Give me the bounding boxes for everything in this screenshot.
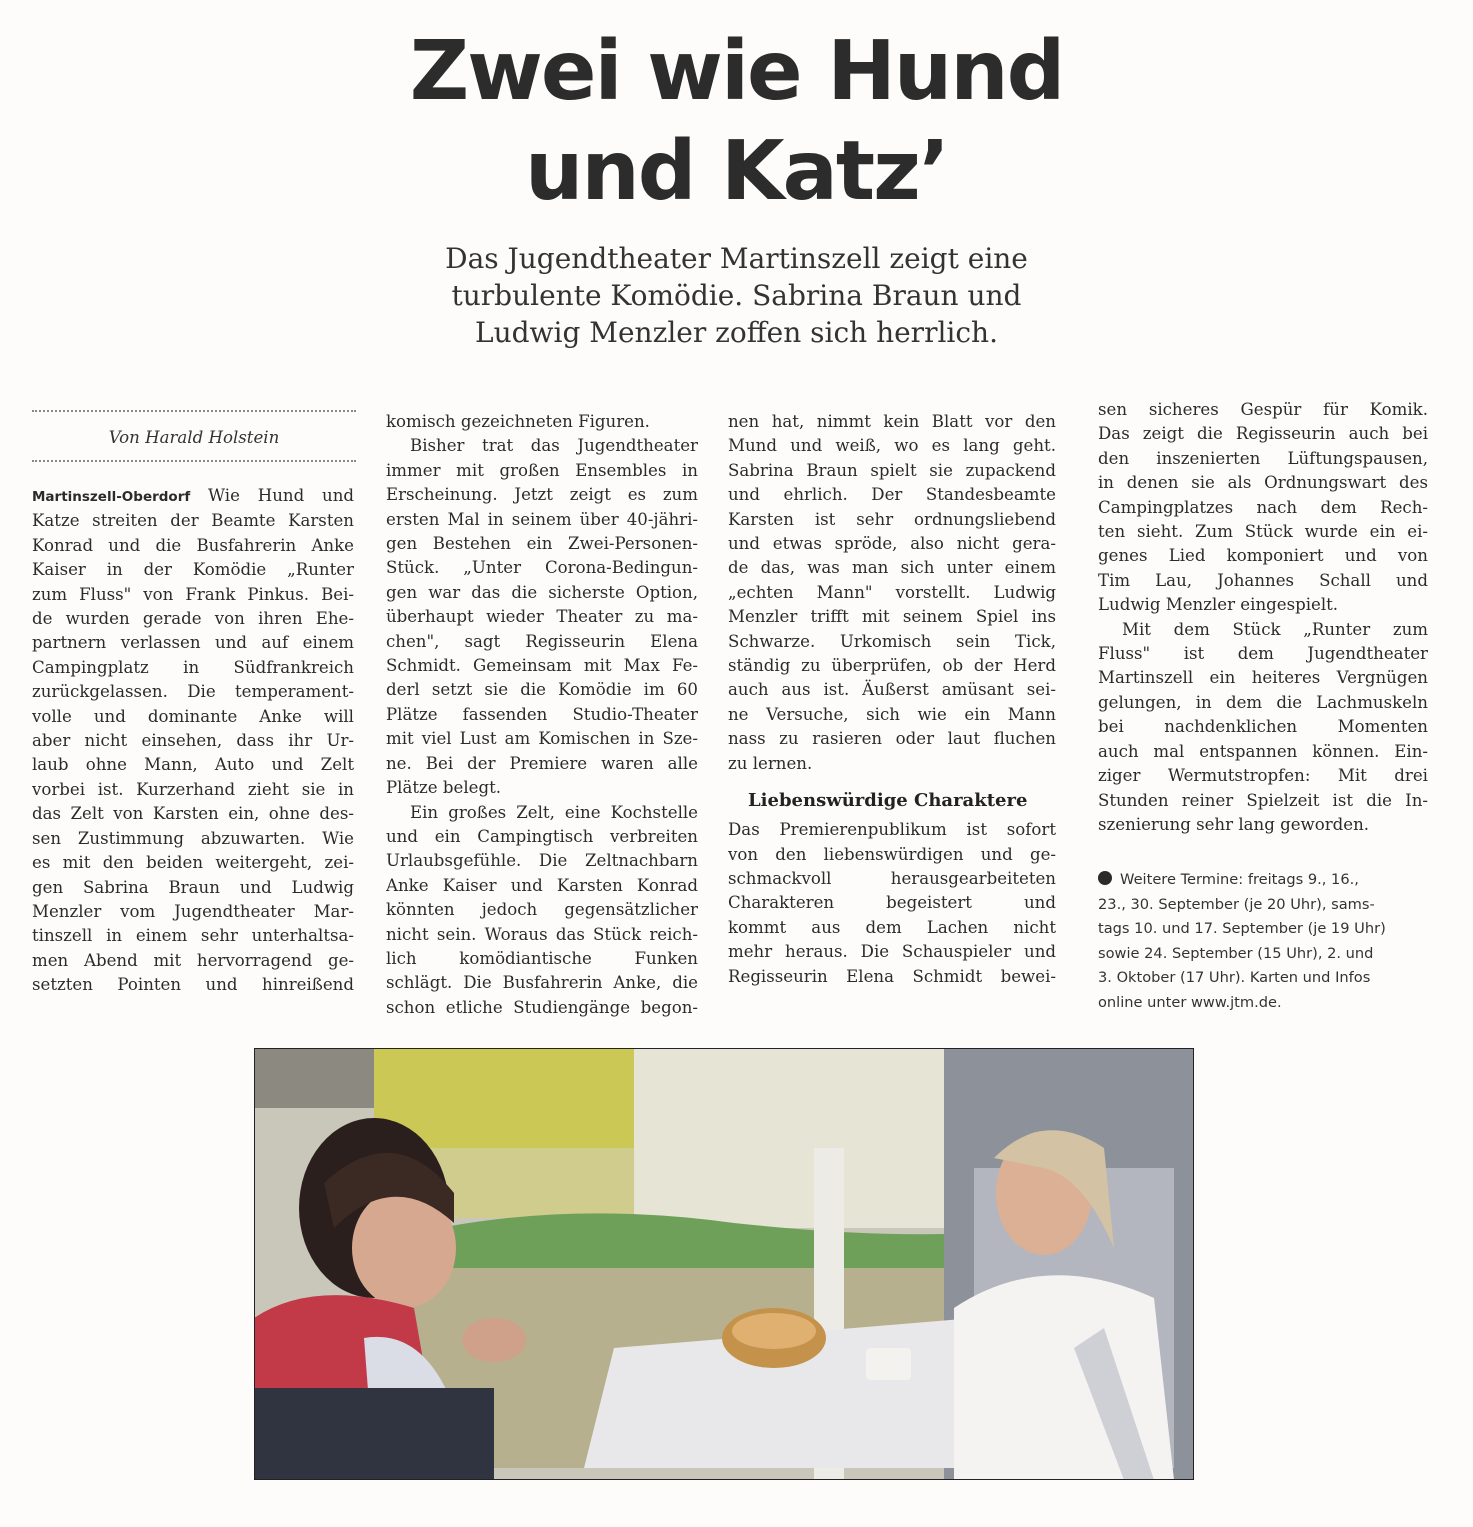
article-line: volle und dominante Anke will [32,706,354,726]
article-line [32,484,354,509]
headline [0,22,1473,222]
article-line: schon etliche Studiengänge begon- [386,997,698,1017]
article-line: und ehrlich. Der Standesbeamte [728,485,1056,505]
info-line: online unter www.jtm.de. [1098,993,1282,1011]
article-line: Fluss" ist dem Jugendtheater [1098,644,1428,664]
stage-photo-illustration [254,1048,1194,1480]
article-line: auch aus ist. Äußerst amüsant sei- [728,680,1056,700]
article-line: setzten Pointen und hinreißend [32,975,354,995]
article-line: zu lernen. [728,753,813,773]
article-line: komisch gezeichneten Figuren. [386,412,650,431]
article-line: zum Fluss" von Frank Pinkus. Bei- [32,584,354,604]
article-line: Mund und weiß, wo es lang geht. [728,436,1056,456]
article-line: Karsten ist sehr ordnungsliebend [728,509,1056,529]
article-line: vorbei ist. Kurzerhand zieht sie in [32,779,354,799]
info-line: 3. Oktober (17 Uhr). Karten und Infos [1098,969,1371,987]
article-line: derl setzt sie die Komödie im 60 [386,680,698,700]
article-line: nen hat, nimmt kein Blatt vor den [728,412,1056,431]
article-line: bei nachdenklichen Momenten [1098,717,1428,737]
article-line: kommt aus dem Lachen nicht [728,917,1056,937]
article-line: Menzler vom Jugendtheater Mar- [32,901,354,921]
info-line-text: Weitere Termine: freitags 9., 16., [1120,871,1359,888]
article-line: chen", sagt Regisseurin Elena [386,631,698,651]
article-column-2 [386,410,698,1020]
article-line: partnern verlassen und auf einem [32,633,354,653]
article-line: lich komödiantische Funken [386,948,698,968]
article-line: Urlaubsgefühle. Die Zeltnachbarn [386,851,698,871]
article-line: Martinszell ein heiteres Vergnügen [1098,668,1428,688]
article-line: laub ohne Mann, Auto und Zelt [32,755,354,775]
article-line-text: Wie Hund und [208,486,354,505]
article-line: Schwarze. Urkomisch sein Tick, [728,631,1056,651]
article-photo [254,1048,1194,1480]
article-line: Schmidt. Gemeinsam mit Max Fe- [386,656,698,676]
dateline: Martinszell-Oberdorf [32,489,191,505]
article-line: sen sicheres Gespür für Komik. [1098,400,1428,419]
article-line: Mit dem Stück „Runter zum [1122,619,1428,639]
info-line [1098,868,1428,893]
article-line: men Abend mit hervorragend ge- [32,950,354,970]
article-line: von den liebenswürdigen und ge- [728,844,1056,864]
deck-line-3: Ludwig Menzler zoffen sich herrlich. [475,316,998,349]
article-line: und etwas spröde, also nicht gera- [728,534,1056,554]
article-line: ten sieht. Zum Stück wurde ein ei- [1098,522,1428,542]
info-line: sowie 24. September (15 Uhr), 2. und [1098,944,1374,962]
article-line: Stunden reiner Spielzeit ist die In- [1098,790,1428,810]
article-line: tinszell in einem sehr unterhaltsa- [32,926,354,946]
byline-block [32,410,356,462]
deck-subtitle [0,240,1473,351]
article-line: schmackvoll herausgearbeiteten [728,868,1056,888]
article-line: ne Versuche, sich wie ein Mann [728,704,1056,724]
article-line: in denen sie als Ordnungswart des [1098,473,1428,493]
article-column-3 [728,410,1056,989]
article-line: de wurden gerade von ihren Ehe- [32,609,354,629]
article-line: Das Premierenpublikum ist sofort [728,820,1056,840]
article-line: Bisher trat das Jugendtheater [410,436,698,456]
article-column-4 [1098,398,1428,837]
article-line: auch mal entspannen können. Ein- [1098,741,1428,761]
article-line: Anke Kaiser und Karsten Konrad [386,875,698,895]
article-line: ständig zu überprüfen, ob der Herd [728,656,1056,676]
article-line: nass zu rasieren oder laut fluchen [728,729,1056,749]
headline-line-2: und Katz’ [525,124,948,219]
article-line: Campingplatz in Südfrankreich [32,657,354,677]
article-line: nicht sein. Woraus das Stück reich- [386,924,698,944]
article-line: ziger Wermutstropfen: Mit drei [1098,766,1428,786]
article-line: Plätze belegt. [386,778,502,798]
article-line: Plätze fassenden Studio-Theater [386,704,698,724]
article-line: gen Bestehen ein Zwei-Personen- [386,534,698,554]
article-line: gen war das die sicherste Option, [386,582,698,602]
bullet-icon [1098,871,1112,885]
article-column-1 [32,484,354,998]
info-line: tags 10. und 17. September (je 19 Uhr) [1098,920,1386,938]
article-line: Campingplatzes nach dem Rech- [1098,497,1428,517]
byline: Von Harald Holstein [108,428,280,447]
article-line: Regisseurin Elena Schmidt bewei- [728,966,1056,986]
article-line: mit viel Lust am Komischen in Sze- [386,729,698,749]
article-line: genes Lied komponiert und von [1098,546,1428,566]
article-line: Katze streiten der Beamte Karsten [32,511,354,531]
article-line: überhaupt wieder Theater zu ma- [386,607,698,627]
article-line: Tim Lau, Johannes Schall und [1098,570,1428,590]
article-line: „echten Mann" vorstellt. Ludwig [728,582,1056,602]
headline-line-1: Zwei wie Hund [409,24,1064,119]
article-line: Ludwig Menzler eingespielt. [1098,595,1339,615]
article-line: den inszenierten Lüftungspausen, [1098,448,1428,468]
info-line: 23., 30. September (je 20 Uhr), sams- [1098,895,1375,913]
article-line: Kaiser in der Komödie „Runter [32,560,354,580]
info-box [1098,868,1428,1016]
article-line: könnten jedoch gegensätzlicher [386,900,698,920]
article-line: szenierung sehr lang geworden. [1098,814,1370,834]
article-line: sen Zustimmung abzuwarten. Wie [32,828,354,848]
article-line: Konrad und die Busfahrerin Anke [32,535,354,555]
article-line: ersten Mal in seinem über 40-jähri- [386,509,698,529]
subheading: Liebenswürdige Charaktere [748,790,1028,812]
article-line: Ein großes Zelt, eine Kochstelle [410,802,698,822]
article-line: zurückgelassen. Die temperament- [32,682,354,702]
article-line: das Zelt von Karsten ein, ohne des- [32,804,354,824]
article-line: immer mit großen Ensembles in [386,460,698,480]
article-line: Das zeigt die Regisseurin auch bei [1098,424,1428,444]
article-line: Charakteren begeistert und [728,893,1056,913]
article-line: gelungen, in dem die Lachmuskeln [1098,692,1428,712]
article-line: Menzler trifft mit seinem Spiel ins [728,607,1056,627]
article-line: ne. Bei der Premiere waren alle [386,753,698,773]
article-line: Erscheinung. Jetzt zeigt es zum [386,485,698,505]
article-line: aber nicht einsehen, dass ihr Ur- [32,731,354,751]
article-line: Sabrina Braun spielt sie zupackend [728,460,1056,480]
article-line: Stück. „Unter Corona-Bedingun- [386,558,698,578]
rule-bottom [32,460,356,462]
article-line: gen Sabrina Braun und Ludwig [32,877,354,897]
deck-line-2: turbulente Komödie. Sabrina Braun und [451,279,1022,312]
article-line: mehr heraus. Die Schauspieler und [728,942,1056,962]
article-line: es mit den beiden weitergeht, zei- [32,853,354,873]
article-line: schlägt. Die Busfahrerin Anke, die [386,973,698,993]
article-line: und ein Campingtisch verbreiten [386,826,698,846]
deck-line-1: Das Jugendtheater Martinszell zeigt eine [445,242,1028,275]
article-line: de das, was man sich unter einem [728,558,1056,578]
